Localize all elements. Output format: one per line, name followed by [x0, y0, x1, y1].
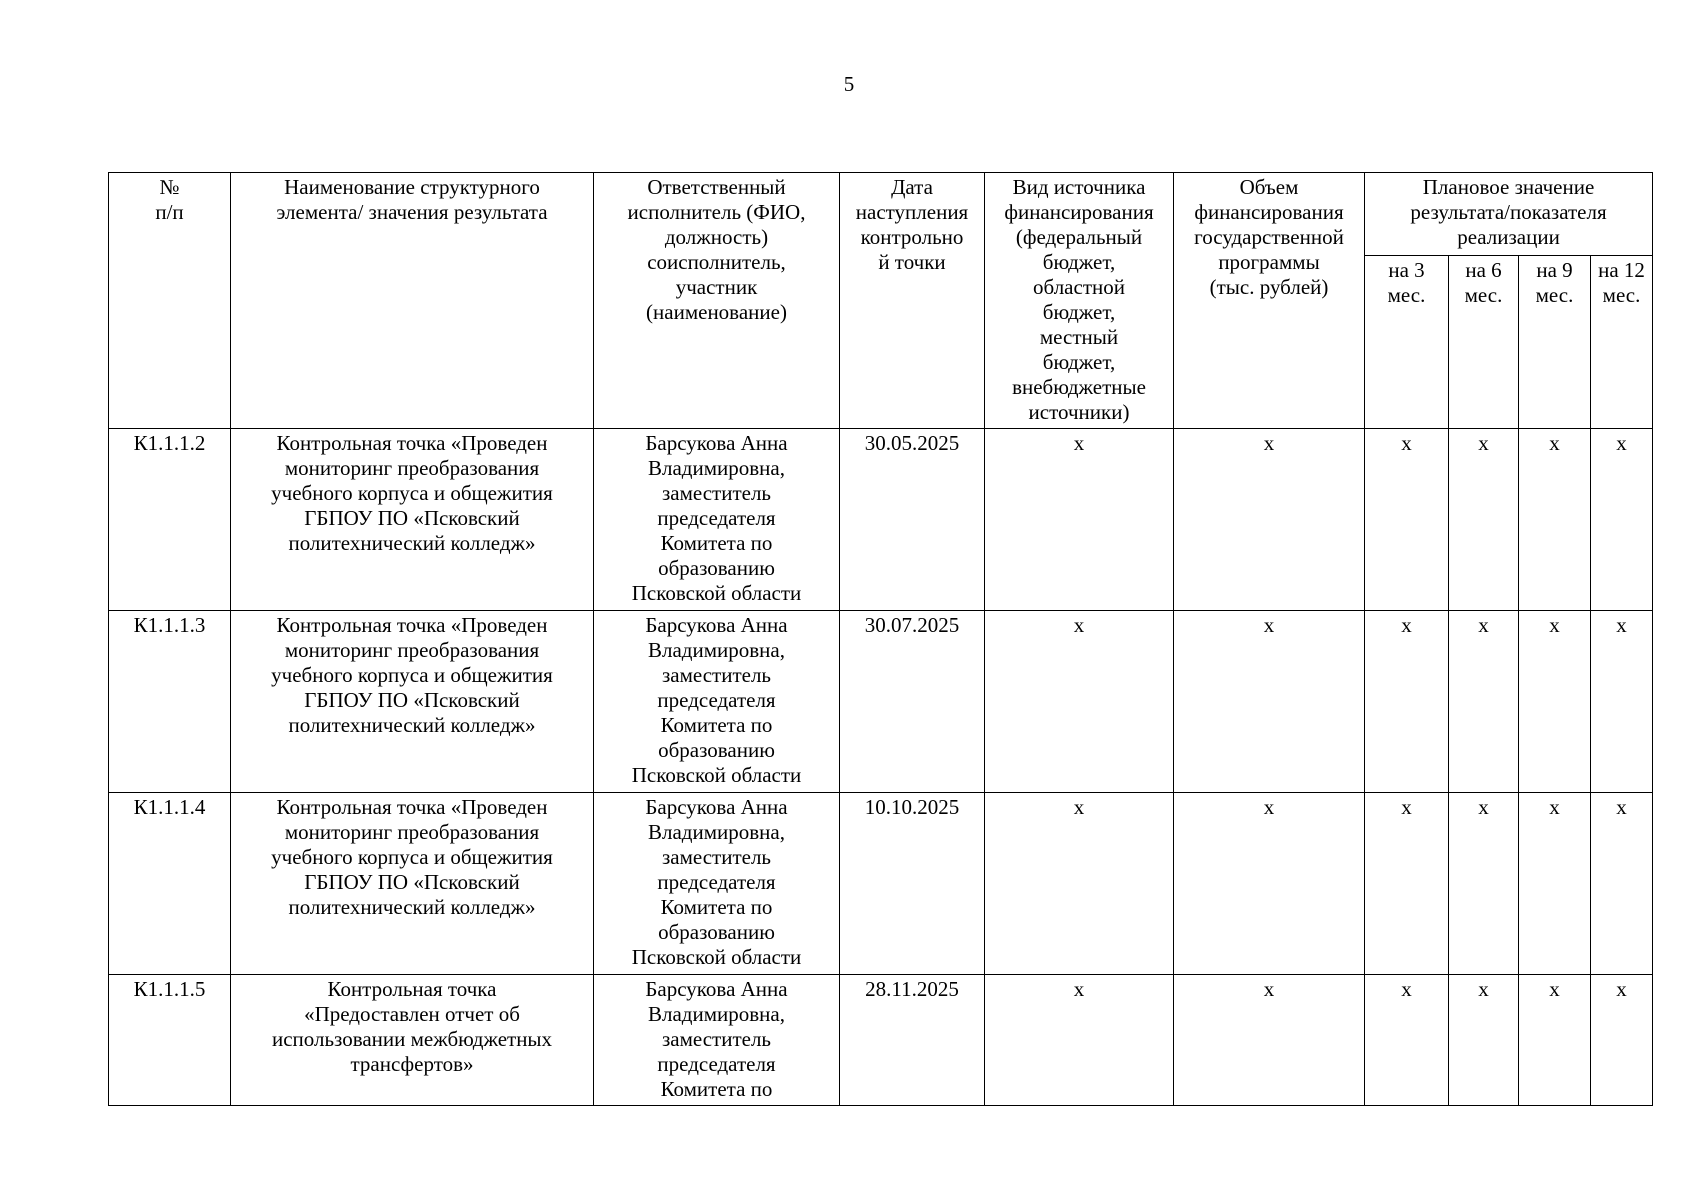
row-num: К1.1.1.2: [109, 429, 231, 611]
header-responsible: Ответственный исполнитель (ФИО, должность) соисполнитель, участник (наименование): [594, 173, 840, 429]
row-volume: х: [1174, 975, 1365, 1106]
row-6-months: х: [1449, 793, 1519, 975]
row-9-months: х: [1519, 611, 1591, 793]
table-row: [109, 793, 1653, 975]
header-3-months: на 3 мес.: [1365, 256, 1449, 429]
header-name: Наименование структурного элемента/ значения результата: [231, 173, 594, 429]
row-responsible: Барсукова Анна Владимировна, заместитель председателя Комитета по: [594, 975, 840, 1106]
row-name: Контрольная точка «Предоставлен отчет об использовании межбюджетных трансфертов»: [231, 975, 594, 1106]
row-12-months: х: [1591, 975, 1653, 1106]
header-num: № п/п: [109, 173, 231, 429]
row-12-months: х: [1591, 429, 1653, 611]
header-source: Вид источника финансирования (федеральный бюджет, областной бюджет, местный бюджет, внебюджетные источники): [985, 173, 1174, 429]
row-date: 30.05.2025: [840, 429, 985, 611]
table-header-row: [109, 173, 1653, 256]
row-num: К1.1.1.5: [109, 975, 231, 1106]
table-row: [109, 611, 1653, 793]
row-name: Контрольная точка «Проведен мониторинг преобразования учебного корпуса и общежития ГБПОУ ПО «Псковский политехнический колледж»: [231, 611, 594, 793]
row-6-months: х: [1449, 429, 1519, 611]
row-source: х: [985, 793, 1174, 975]
header-date: Дата наступления контрольно й точки: [840, 173, 985, 429]
table-row: [109, 975, 1653, 1106]
header-planned-value: Плановое значение результата/показателя реализации: [1365, 173, 1653, 256]
row-volume: х: [1174, 611, 1365, 793]
row-name: Контрольная точка «Проведен мониторинг преобразования учебного корпуса и общежития ГБПОУ ПО «Псковский политехнический колледж»: [231, 429, 594, 611]
row-3-months: х: [1365, 975, 1449, 1106]
control-points-table: [108, 172, 1653, 1106]
row-date: 30.07.2025: [840, 611, 985, 793]
row-responsible: Барсукова Анна Владимировна, заместитель председателя Комитета по образованию Псковской области: [594, 611, 840, 793]
row-3-months: х: [1365, 611, 1449, 793]
row-source: х: [985, 975, 1174, 1106]
row-6-months: х: [1449, 975, 1519, 1106]
row-name: Контрольная точка «Проведен мониторинг преобразования учебного корпуса и общежития ГБПОУ ПО «Псковский политехнический колледж»: [231, 793, 594, 975]
header-12-months: на 12 мес.: [1591, 256, 1653, 429]
row-12-months: х: [1591, 793, 1653, 975]
table-row: [109, 429, 1653, 611]
header-9-months: на 9 мес.: [1519, 256, 1591, 429]
row-source: х: [985, 429, 1174, 611]
row-volume: х: [1174, 429, 1365, 611]
page-number: 5: [843, 72, 855, 96]
row-volume: х: [1174, 793, 1365, 975]
header-6-months: на 6 мес.: [1449, 256, 1519, 429]
row-source: х: [985, 611, 1174, 793]
row-3-months: х: [1365, 793, 1449, 975]
row-6-months: х: [1449, 611, 1519, 793]
header-volume: Объем финансирования государственной программы (тыс. рублей): [1174, 173, 1365, 429]
row-date: 10.10.2025: [840, 793, 985, 975]
row-9-months: х: [1519, 429, 1591, 611]
row-12-months: х: [1591, 611, 1653, 793]
row-responsible: Барсукова Анна Владимировна, заместитель председателя Комитета по образованию Псковской области: [594, 793, 840, 975]
row-responsible: Барсукова Анна Владимировна, заместитель председателя Комитета по образованию Псковской области: [594, 429, 840, 611]
row-date: 28.11.2025: [840, 975, 985, 1106]
row-9-months: х: [1519, 975, 1591, 1106]
row-num: К1.1.1.4: [109, 793, 231, 975]
row-9-months: х: [1519, 793, 1591, 975]
row-3-months: х: [1365, 429, 1449, 611]
row-num: К1.1.1.3: [109, 611, 231, 793]
